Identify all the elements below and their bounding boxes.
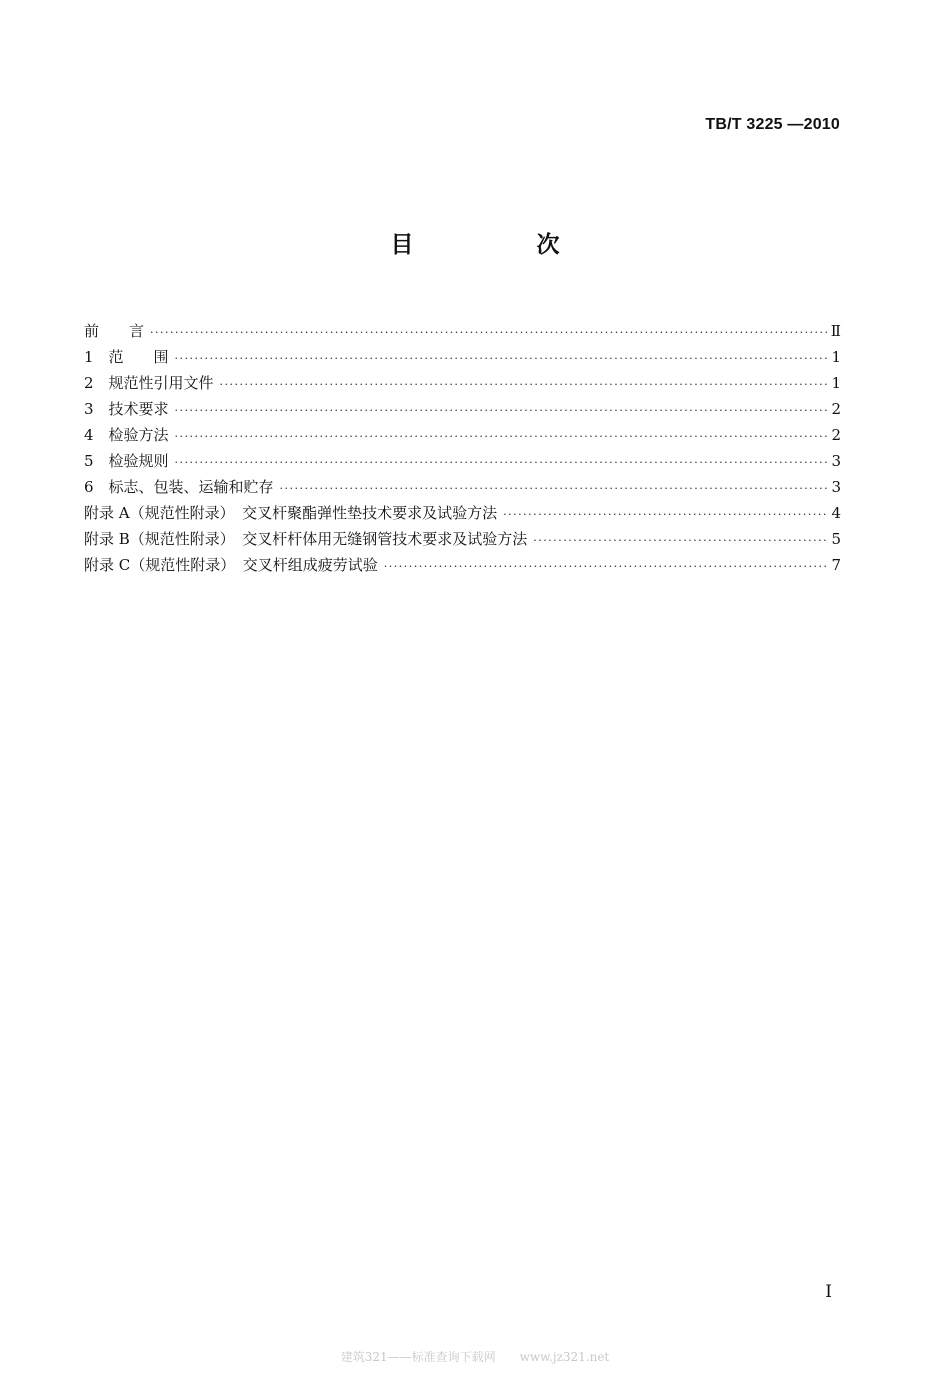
toc-entry-marking-packaging[interactable] bbox=[84, 474, 841, 500]
toc-entry-page: 2 bbox=[831, 426, 841, 444]
toc-leader-dots bbox=[175, 424, 827, 450]
toc-entry-label: 4 检验方法 bbox=[84, 426, 169, 444]
toc-leader-dots bbox=[175, 450, 827, 476]
toc-entry-label: 5 检验规则 bbox=[84, 452, 169, 470]
toc-entry-normative-references[interactable] bbox=[84, 370, 841, 396]
toc-entry-page: Ⅱ bbox=[830, 322, 841, 340]
toc-leader-dots bbox=[175, 398, 827, 424]
table-of-contents bbox=[84, 318, 841, 578]
toc-entry-label: 附录 A（规范性附录） 交叉杆聚酯弹性垫技术要求及试验方法 bbox=[84, 504, 498, 522]
toc-leader-dots bbox=[175, 346, 827, 372]
toc-leader-dots bbox=[533, 528, 827, 554]
toc-entry-scope[interactable] bbox=[84, 344, 841, 370]
toc-entry-page: 3 bbox=[831, 452, 841, 470]
toc-entry-page: 5 bbox=[831, 530, 841, 548]
page-number: I bbox=[825, 1282, 832, 1302]
toc-leader-dots bbox=[384, 554, 827, 580]
toc-entry-label: 附录 C（规范性附录） 交叉杆组成疲劳试验 bbox=[84, 556, 378, 574]
toc-entry-label: 2 规范性引用文件 bbox=[84, 374, 214, 392]
toc-entry-annex-c[interactable] bbox=[84, 552, 841, 578]
toc-entry-annex-a[interactable] bbox=[84, 500, 841, 526]
toc-entry-label: 附录 B（规范性附录） 交叉杆杆体用无缝钢管技术要求及试验方法 bbox=[84, 530, 528, 548]
toc-leader-dots bbox=[150, 320, 827, 346]
standard-code: TB/T 3225 —2010 bbox=[705, 116, 840, 133]
toc-entry-label: 1 范 围 bbox=[84, 348, 169, 366]
toc-entry-foreword[interactable] bbox=[84, 318, 841, 344]
page-title: 目 次 bbox=[390, 232, 610, 258]
toc-entry-inspection-rules[interactable] bbox=[84, 448, 841, 474]
toc-entry-page: 2 bbox=[831, 400, 841, 418]
toc-entry-label: 6 标志、包装、运输和贮存 bbox=[84, 478, 274, 496]
toc-entry-technical-requirements[interactable] bbox=[84, 396, 841, 422]
toc-entry-page: 1 bbox=[831, 374, 841, 392]
toc-leader-dots bbox=[280, 476, 827, 502]
toc-entry-page: 4 bbox=[831, 504, 841, 522]
toc-leader-dots bbox=[503, 502, 827, 528]
toc-entry-label: 3 技术要求 bbox=[84, 400, 169, 418]
toc-entry-annex-b[interactable] bbox=[84, 526, 841, 552]
toc-entry-page: 1 bbox=[831, 348, 841, 366]
toc-entry-test-methods[interactable] bbox=[84, 422, 841, 448]
toc-entry-label: 前 言 bbox=[84, 322, 145, 340]
watermark: 建筑321——标准查询下载网 www.jz321.net bbox=[340, 1350, 610, 1364]
toc-entry-page: 7 bbox=[831, 556, 841, 574]
toc-leader-dots bbox=[220, 372, 827, 398]
toc-entry-page: 3 bbox=[831, 478, 841, 496]
